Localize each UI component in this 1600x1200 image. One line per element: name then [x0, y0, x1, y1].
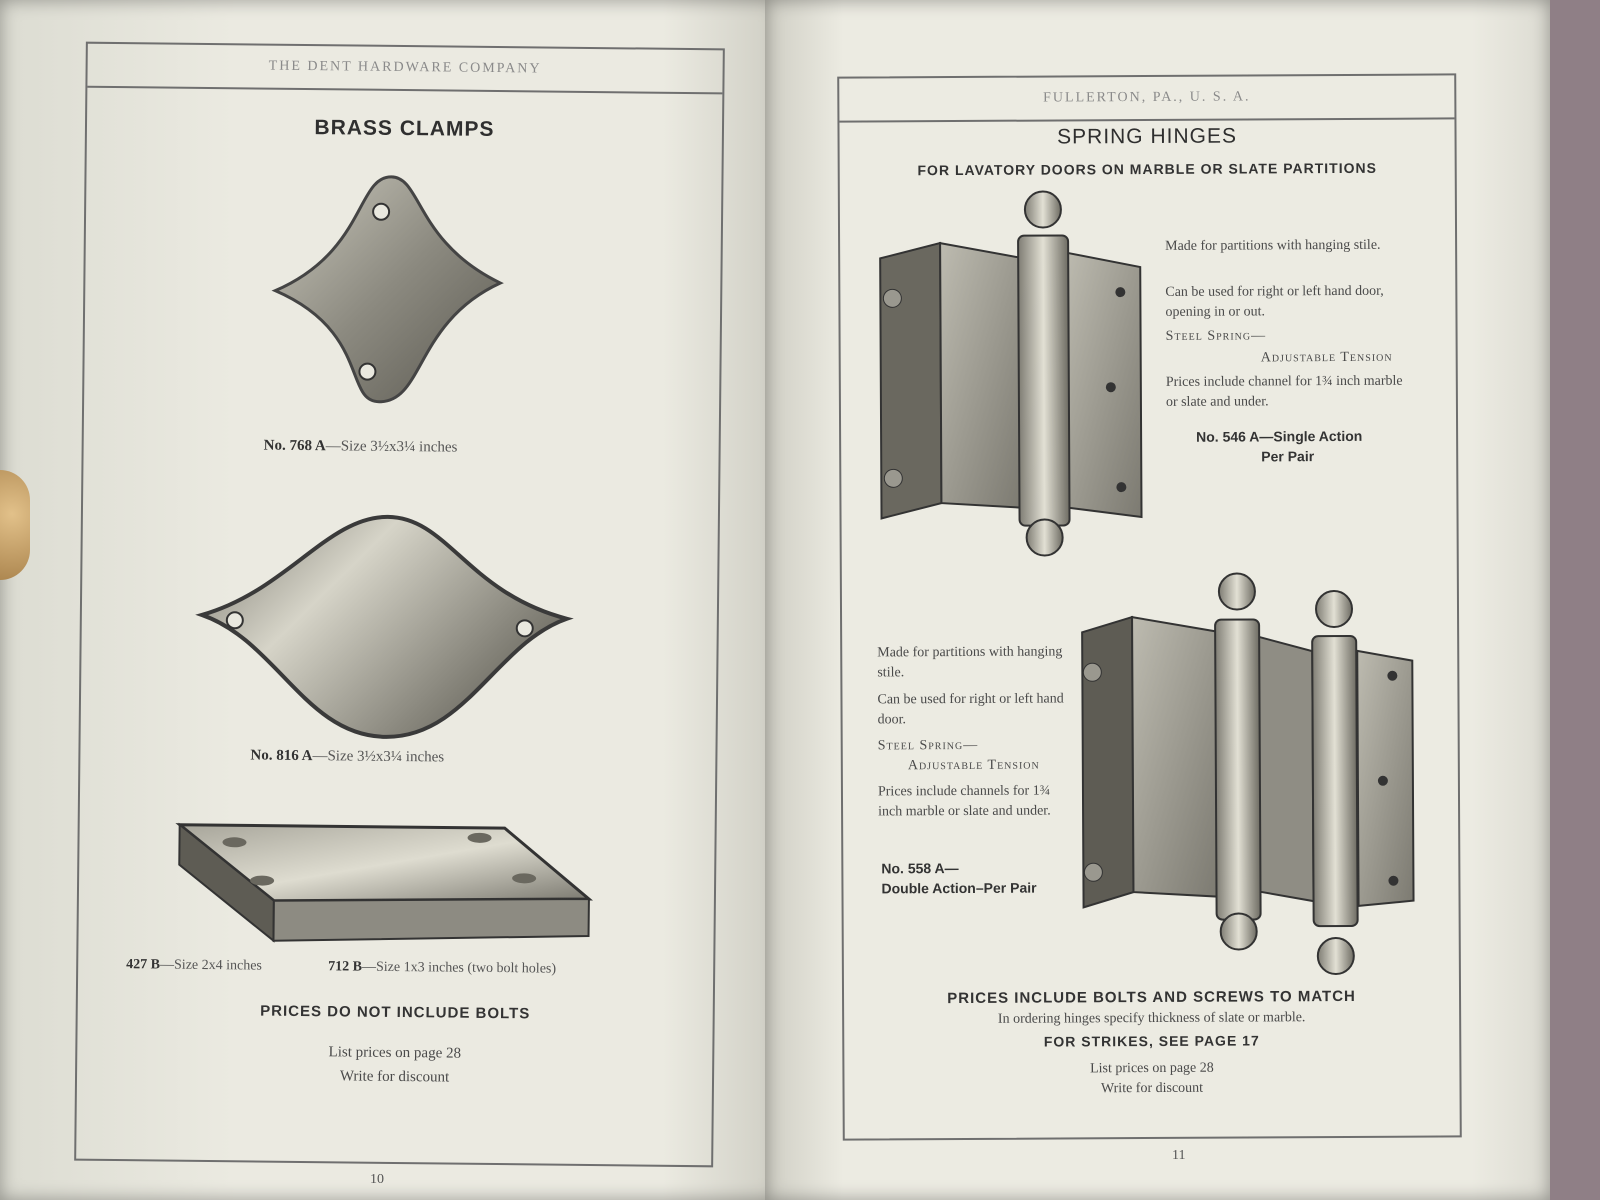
hinge-546a-label-2: Per Pair — [1261, 448, 1315, 465]
hinge-558a-spring-2: Adjustable Tension — [907, 757, 1040, 774]
hinge-558a-label-2: Double Action–Per Pair — [881, 879, 1037, 897]
clamp-712b-caption: 712 B—Size 1x3 inches (two bolt holes) — [328, 959, 557, 977]
hinge-558a-image — [1077, 560, 1439, 982]
hinge-558a-desc-3: Prices include channels for 1¾ inch marble or slate and under. — [877, 783, 1051, 820]
hinge-546a-desc-3: Prices include channel for 1¾ inch marble or slate and under. — [1165, 373, 1403, 410]
left-page — [0, 0, 780, 1200]
right-page-ordering: In ordering hinges specify thickness of slate or marble. — [997, 1010, 1306, 1027]
hinge-558a-label-1: No. 558 A— — [881, 860, 959, 877]
clamp-768a-caption: No. 768 A—Size 3½x3¼ inches — [263, 437, 458, 456]
hinge-546a-label-1: No. 546 A—Single Action — [1196, 427, 1363, 445]
clamp-816a-caption: No. 816 A—Size 3½x3¼ inches — [250, 747, 445, 766]
right-page-note: PRICES INCLUDE BOLTS AND SCREWS TO MATCH — [947, 987, 1356, 1008]
hinge-558a-desc-2: Can be used for right or left hand door. — [877, 691, 1064, 728]
left-page-number: 10 — [370, 1172, 384, 1187]
thumb — [0, 470, 30, 580]
hinge-558a-desc-1: Made for partitions with hanging stile. — [877, 644, 1063, 681]
hinge-546a-desc-2: Can be used for right or left hand door, opening in or out. — [1165, 283, 1384, 320]
hinge-546a-spring-1: Steel Spring— — [1165, 328, 1267, 344]
left-page-title: BRASS CLAMPS — [314, 116, 495, 141]
right-page-number: 11 — [1172, 1148, 1186, 1163]
left-page-note: PRICES DO NOT INCLUDE BOLTS — [260, 1002, 531, 1023]
left-page-list-prices: List prices on page 28 — [328, 1044, 462, 1062]
hinge-546a-desc-1: Made for partitions with hanging stile. — [1165, 237, 1381, 254]
hinge-546a-image — [870, 187, 1172, 559]
right-page-frame — [837, 73, 1462, 1140]
right-page-list-prices: List prices on page 28 — [1090, 1060, 1214, 1077]
clamp-plate-image — [173, 820, 594, 954]
right-page-header: FULLERTON, PA., U. S. A. — [839, 75, 1454, 122]
left-page-frame — [74, 42, 725, 1168]
clamp-427b-caption: 427 B—Size 2x4 inches — [126, 957, 263, 974]
left-page-discount: Write for discount — [339, 1068, 450, 1086]
right-page-strikes: FOR STRIKES, SEE PAGE 17 — [1043, 1032, 1260, 1050]
clamp-768a-image — [269, 171, 512, 414]
hinge-558a-spring-1: Steel Spring— — [877, 737, 979, 754]
right-page-discount: Write for discount — [1100, 1080, 1204, 1097]
left-page-header: THE DENT HARDWARE COMPANY — [87, 44, 722, 95]
hinge-546a-spring-2: Adjustable Tension — [1260, 349, 1393, 366]
right-page-title: SPRING HINGES — [1057, 124, 1238, 149]
clamp-816a-image — [196, 510, 578, 744]
right-page-subtitle: FOR LAVATORY DOORS ON MARBLE OR SLATE PARTITIONS — [917, 159, 1377, 179]
